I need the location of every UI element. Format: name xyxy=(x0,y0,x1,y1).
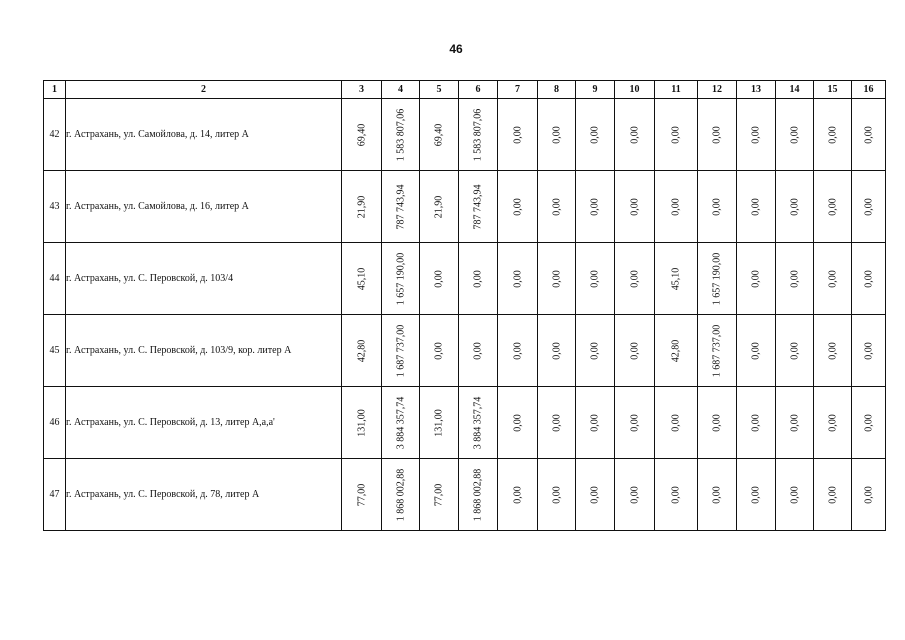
value-cell xyxy=(814,99,852,171)
value-cell xyxy=(698,315,737,387)
value-cell xyxy=(814,171,852,243)
table-row xyxy=(44,459,886,531)
value-text: 0,00 xyxy=(589,485,601,504)
column-header: 10 xyxy=(615,81,655,99)
value-cell xyxy=(538,387,576,459)
value-text: 0,00 xyxy=(512,269,523,288)
table-row xyxy=(44,387,886,459)
value-text: 0,00 xyxy=(827,125,838,144)
value-text: 1 657 190,00 xyxy=(711,252,723,305)
value-text: 77,00 xyxy=(433,483,445,506)
row-number-cell: 47 xyxy=(44,459,66,531)
value-text: 21,90 xyxy=(356,195,367,218)
value-text: 0,00 xyxy=(589,413,601,432)
page-number: 46 xyxy=(449,42,463,56)
value-text: 0,00 xyxy=(789,197,800,216)
value-cell xyxy=(342,459,382,531)
row-number-cell: 46 xyxy=(44,387,66,459)
column-header: 14 xyxy=(776,81,814,99)
value-cell xyxy=(420,315,459,387)
value-text: 21,90 xyxy=(433,195,445,218)
value-cell xyxy=(498,171,538,243)
value-cell xyxy=(459,387,498,459)
value-text: 0,00 xyxy=(789,269,800,288)
value-cell xyxy=(737,171,776,243)
row-number-cell: 43 xyxy=(44,171,66,243)
value-cell xyxy=(776,387,814,459)
value-text: 0,00 xyxy=(629,485,640,504)
value-text: 0,00 xyxy=(827,413,838,432)
value-cell xyxy=(776,99,814,171)
value-text: 0,00 xyxy=(750,125,762,144)
value-text: 0,00 xyxy=(711,413,723,432)
value-text: 0,00 xyxy=(789,413,800,432)
value-cell xyxy=(655,243,698,315)
value-text: 0,00 xyxy=(629,125,640,144)
value-cell xyxy=(420,171,459,243)
value-cell xyxy=(698,243,737,315)
value-cell xyxy=(538,99,576,171)
value-cell xyxy=(737,459,776,531)
value-text: 0,00 xyxy=(551,269,562,288)
value-cell xyxy=(655,387,698,459)
address-cell: г. Астрахань, ул. С. Перовской, д. 103/9, кор. литер А xyxy=(66,315,342,387)
value-cell xyxy=(852,99,886,171)
value-cell xyxy=(342,171,382,243)
value-cell xyxy=(576,243,615,315)
column-header: 15 xyxy=(814,81,852,99)
value-cell xyxy=(615,315,655,387)
value-cell xyxy=(814,315,852,387)
value-text: 0,00 xyxy=(670,197,682,216)
value-cell xyxy=(538,459,576,531)
value-cell xyxy=(420,387,459,459)
value-text: 0,00 xyxy=(750,485,762,504)
column-header: 4 xyxy=(382,81,420,99)
value-cell xyxy=(342,243,382,315)
value-cell xyxy=(576,315,615,387)
value-text: 787 743,94 xyxy=(472,184,484,229)
value-cell xyxy=(498,459,538,531)
value-cell xyxy=(776,459,814,531)
value-cell xyxy=(814,459,852,531)
value-text: 0,00 xyxy=(789,341,800,360)
value-text: 0,00 xyxy=(827,269,838,288)
column-header: 1 xyxy=(44,81,66,99)
value-cell xyxy=(342,387,382,459)
value-text: 0,00 xyxy=(512,197,523,216)
value-text: 1 868 002,88 xyxy=(395,468,406,521)
value-cell xyxy=(615,99,655,171)
value-cell xyxy=(498,387,538,459)
column-header: 12 xyxy=(698,81,737,99)
value-cell xyxy=(498,315,538,387)
value-text: 0,00 xyxy=(863,413,874,432)
value-text: 0,00 xyxy=(512,413,523,432)
value-text: 1 583 807,06 xyxy=(472,108,484,161)
address-cell: г. Астрахань, ул. С. Перовской, д. 103/4 xyxy=(66,243,342,315)
value-cell xyxy=(498,99,538,171)
value-text: 0,00 xyxy=(551,125,562,144)
value-cell xyxy=(698,387,737,459)
value-cell xyxy=(459,243,498,315)
value-text: 0,00 xyxy=(629,413,640,432)
value-cell xyxy=(852,171,886,243)
column-header: 8 xyxy=(538,81,576,99)
value-cell xyxy=(814,243,852,315)
address-cell: г. Астрахань, ул. Самойлова, д. 14, литер А xyxy=(66,99,342,171)
value-cell xyxy=(776,315,814,387)
address-cell: г. Астрахань, ул. С. Перовской, д. 13, литер А,а,а' xyxy=(66,387,342,459)
value-cell xyxy=(382,243,420,315)
value-text: 0,00 xyxy=(750,413,762,432)
property-register-table xyxy=(43,80,886,531)
value-text: 0,00 xyxy=(512,485,523,504)
value-cell xyxy=(655,171,698,243)
value-cell xyxy=(698,99,737,171)
value-text: 0,00 xyxy=(551,485,562,504)
table-row xyxy=(44,171,886,243)
column-header: 13 xyxy=(737,81,776,99)
value-text: 45,10 xyxy=(670,267,682,290)
value-text: 0,00 xyxy=(750,197,762,216)
value-text: 0,00 xyxy=(551,197,562,216)
value-text: 42,80 xyxy=(670,339,682,362)
value-cell xyxy=(420,99,459,171)
column-header: 6 xyxy=(459,81,498,99)
value-cell xyxy=(737,315,776,387)
value-cell xyxy=(852,315,886,387)
value-text: 1 868 002,88 xyxy=(472,468,484,521)
address-cell: г. Астрахань, ул. С. Перовской, д. 78, литер А xyxy=(66,459,342,531)
value-cell xyxy=(538,315,576,387)
value-text: 0,00 xyxy=(589,197,601,216)
value-cell xyxy=(382,315,420,387)
value-cell xyxy=(459,171,498,243)
table-row xyxy=(44,243,886,315)
value-cell xyxy=(698,171,737,243)
column-header: 5 xyxy=(420,81,459,99)
value-text: 1 687 737,00 xyxy=(395,324,406,377)
address-cell: г. Астрахань, ул. Самойлова, д. 16, литер А xyxy=(66,171,342,243)
value-text: 0,00 xyxy=(629,341,640,360)
value-cell xyxy=(737,243,776,315)
value-text: 0,00 xyxy=(827,341,838,360)
value-text: 0,00 xyxy=(863,197,874,216)
column-header: 3 xyxy=(342,81,382,99)
value-text: 0,00 xyxy=(711,125,723,144)
value-text: 0,00 xyxy=(551,341,562,360)
value-text: 0,00 xyxy=(629,197,640,216)
value-cell xyxy=(459,315,498,387)
value-text: 0,00 xyxy=(512,341,523,360)
value-text: 0,00 xyxy=(750,341,762,360)
table-row xyxy=(44,99,886,171)
value-cell xyxy=(655,99,698,171)
value-text: 1 687 737,00 xyxy=(711,324,723,377)
value-cell xyxy=(382,387,420,459)
value-cell xyxy=(576,99,615,171)
row-number-cell: 44 xyxy=(44,243,66,315)
table-body xyxy=(44,99,886,531)
value-cell xyxy=(342,99,382,171)
value-cell xyxy=(459,99,498,171)
value-text: 0,00 xyxy=(863,269,874,288)
value-cell xyxy=(576,171,615,243)
value-text: 0,00 xyxy=(863,125,874,144)
value-cell xyxy=(576,387,615,459)
value-text: 131,00 xyxy=(356,408,367,437)
value-cell xyxy=(852,459,886,531)
value-text: 0,00 xyxy=(863,341,874,360)
value-cell xyxy=(776,243,814,315)
value-cell xyxy=(420,243,459,315)
value-text: 1 583 807,06 xyxy=(395,108,406,161)
value-text: 3 884 357,74 xyxy=(395,396,406,449)
value-cell xyxy=(538,171,576,243)
value-cell xyxy=(382,99,420,171)
value-text: 0,00 xyxy=(551,413,562,432)
column-header: 9 xyxy=(576,81,615,99)
value-cell xyxy=(655,459,698,531)
value-text: 3 884 357,74 xyxy=(472,396,484,449)
value-cell xyxy=(852,387,886,459)
value-cell xyxy=(698,459,737,531)
value-text: 0,00 xyxy=(629,269,640,288)
value-cell xyxy=(459,459,498,531)
value-cell xyxy=(655,315,698,387)
value-cell xyxy=(814,387,852,459)
value-cell xyxy=(852,243,886,315)
value-text: 787 743,94 xyxy=(395,184,406,229)
value-cell xyxy=(615,171,655,243)
value-text: 0,00 xyxy=(789,485,800,504)
value-text: 69,40 xyxy=(356,123,367,146)
value-text: 0,00 xyxy=(433,269,445,288)
row-number-cell: 42 xyxy=(44,99,66,171)
value-text: 45,10 xyxy=(356,267,367,290)
row-number-cell: 45 xyxy=(44,315,66,387)
value-text: 0,00 xyxy=(512,125,523,144)
value-cell xyxy=(382,459,420,531)
value-text: 69,40 xyxy=(433,123,445,146)
value-text: 0,00 xyxy=(863,485,874,504)
value-text: 0,00 xyxy=(827,197,838,216)
value-cell xyxy=(420,459,459,531)
value-cell xyxy=(576,459,615,531)
value-cell xyxy=(382,171,420,243)
value-text: 0,00 xyxy=(711,197,723,216)
value-cell xyxy=(498,243,538,315)
value-cell xyxy=(615,459,655,531)
value-text: 0,00 xyxy=(670,125,682,144)
value-cell xyxy=(538,243,576,315)
value-text: 0,00 xyxy=(789,125,800,144)
value-cell xyxy=(776,171,814,243)
value-text: 0,00 xyxy=(711,485,723,504)
column-header: 16 xyxy=(852,81,886,99)
value-text: 42,80 xyxy=(356,339,367,362)
value-cell xyxy=(737,387,776,459)
value-cell xyxy=(615,387,655,459)
value-text: 0,00 xyxy=(827,485,838,504)
value-text: 0,00 xyxy=(472,341,484,360)
table-row xyxy=(44,315,886,387)
column-header: 11 xyxy=(655,81,698,99)
value-text: 0,00 xyxy=(670,413,682,432)
value-text: 0,00 xyxy=(670,485,682,504)
value-text: 0,00 xyxy=(589,341,601,360)
column-header: 7 xyxy=(498,81,538,99)
value-text: 0,00 xyxy=(433,341,445,360)
column-header: 2 xyxy=(66,81,342,99)
value-text: 0,00 xyxy=(750,269,762,288)
value-text: 0,00 xyxy=(589,125,601,144)
value-cell xyxy=(342,315,382,387)
value-text: 77,00 xyxy=(356,483,367,506)
value-text: 0,00 xyxy=(589,269,601,288)
value-text: 131,00 xyxy=(433,408,445,437)
value-cell xyxy=(615,243,655,315)
header-row xyxy=(44,81,886,99)
value-text: 1 657 190,00 xyxy=(395,252,406,305)
value-cell xyxy=(737,99,776,171)
value-text: 0,00 xyxy=(472,269,484,288)
